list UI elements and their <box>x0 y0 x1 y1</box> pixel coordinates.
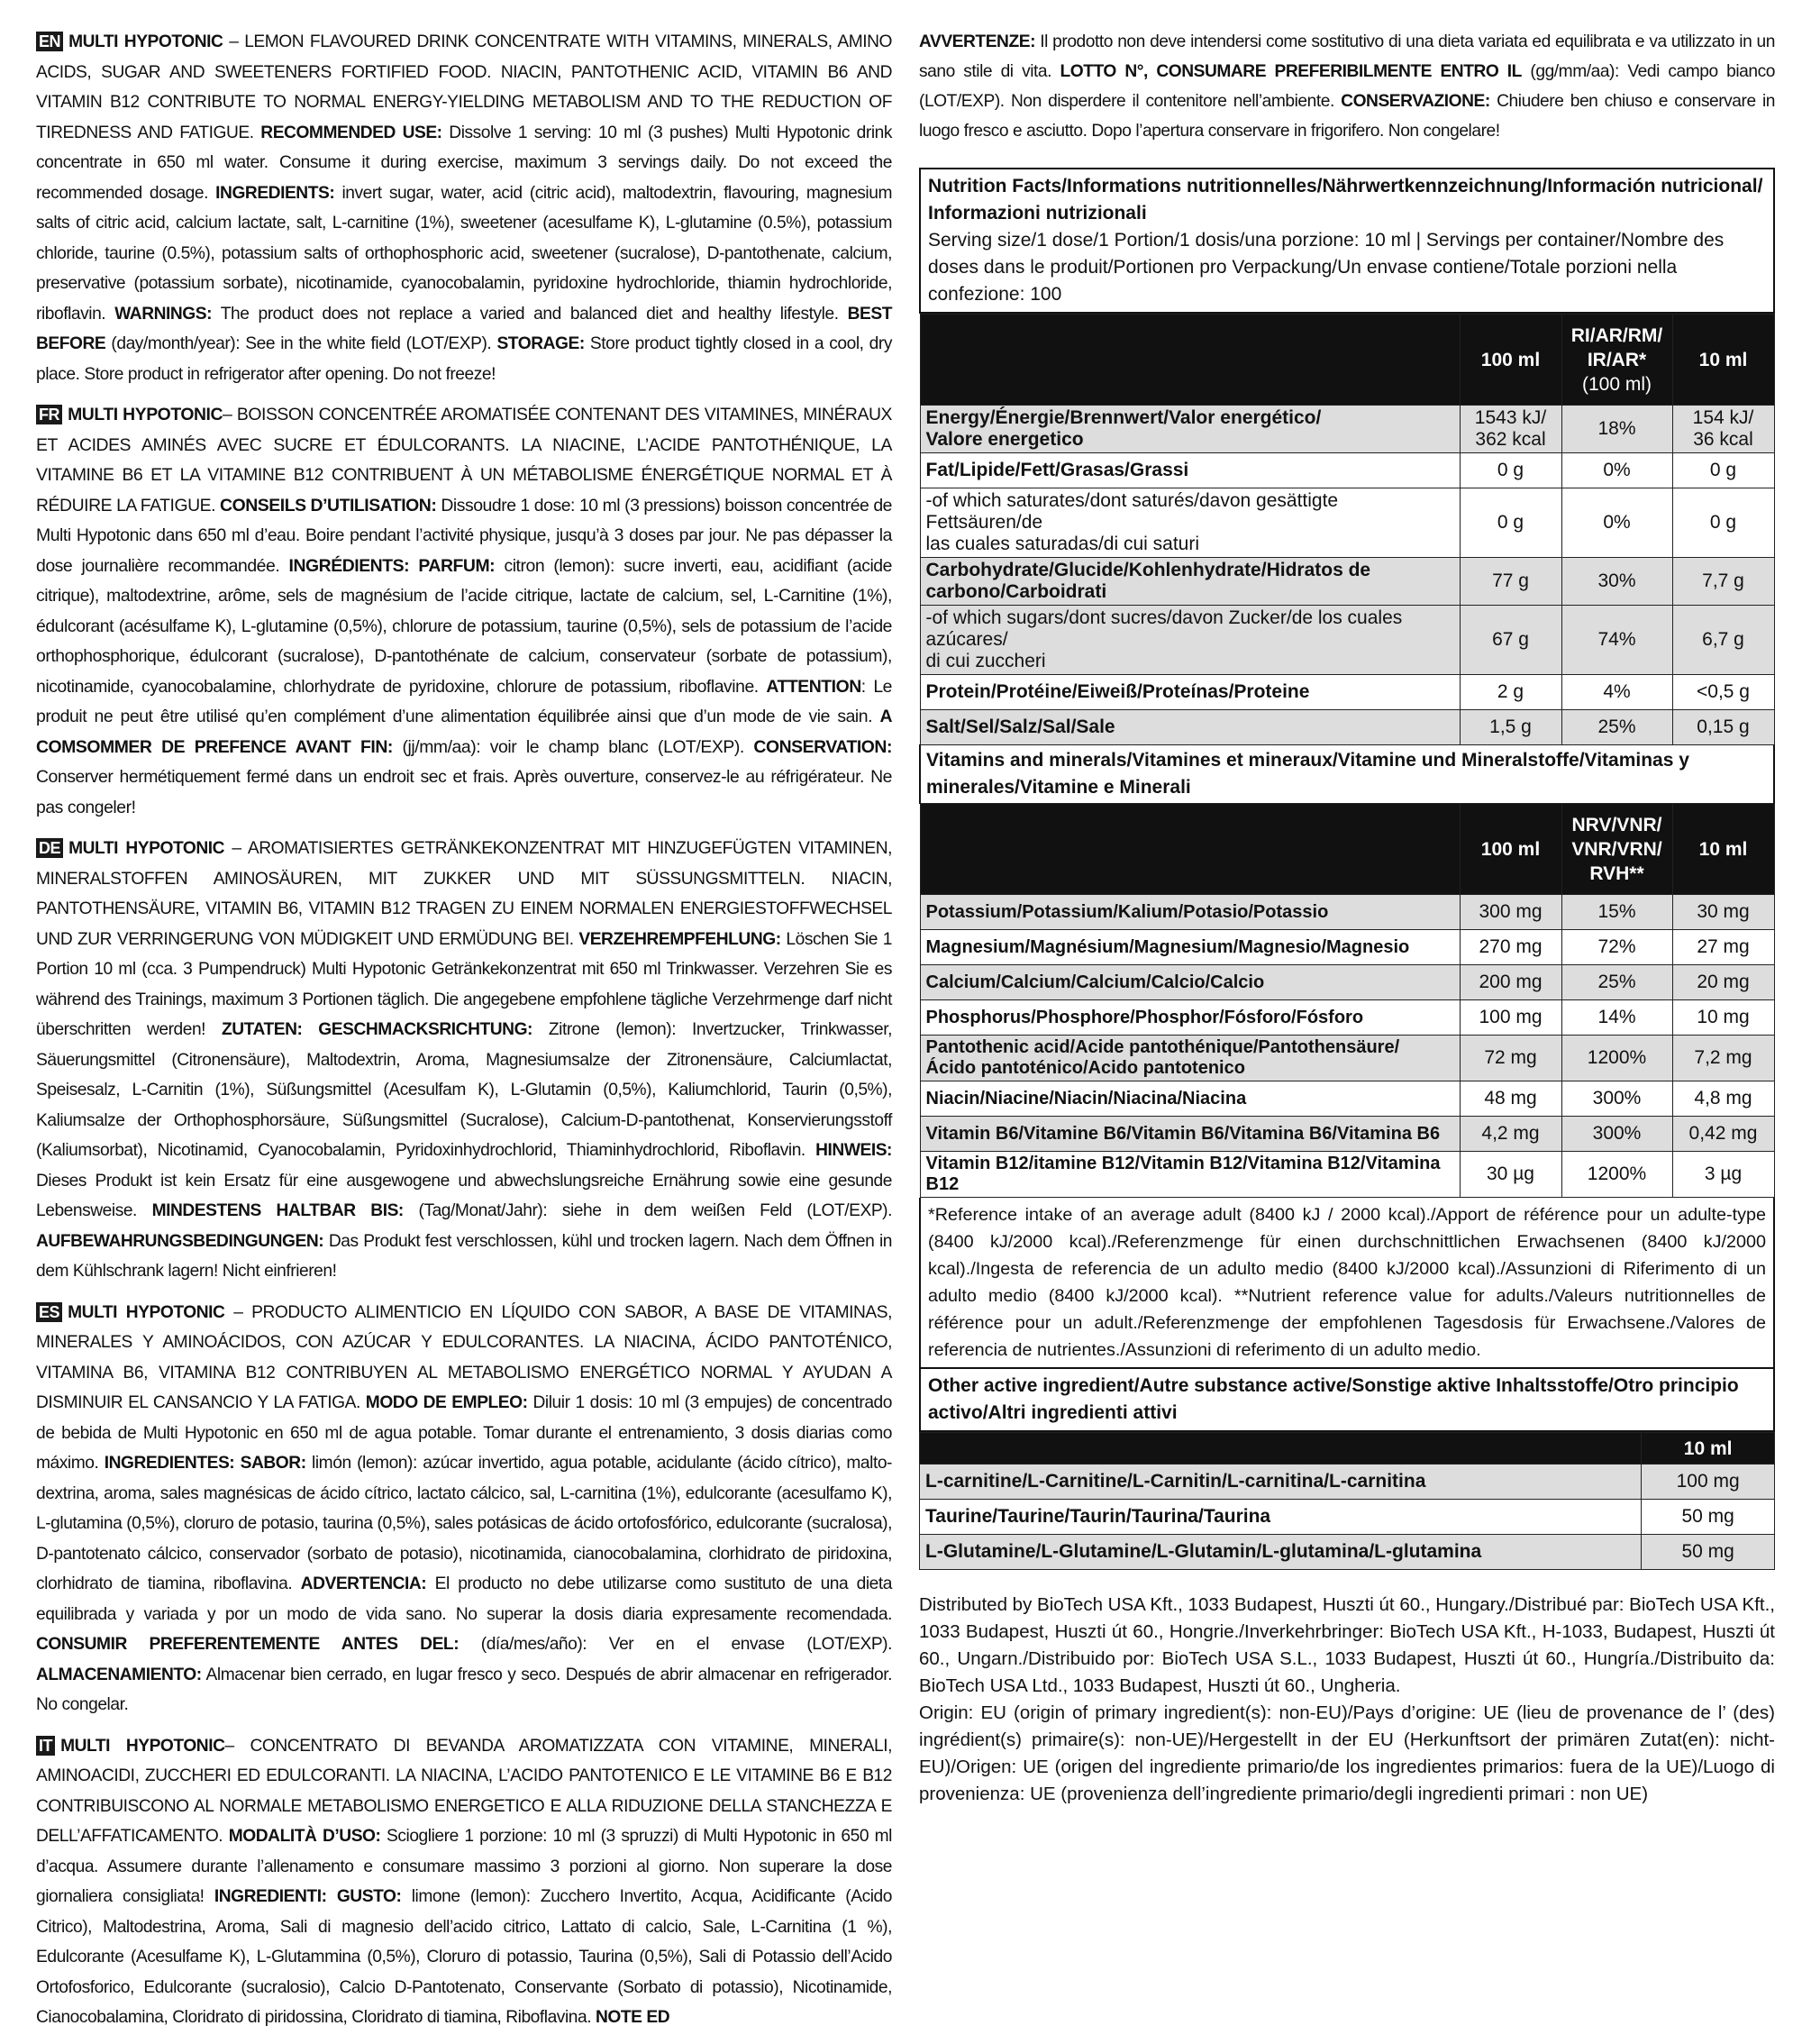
value-ri: 30% <box>1561 558 1672 606</box>
nutrient-label <box>920 558 1460 606</box>
warning-heading: ATTENTION <box>766 676 861 697</box>
use-text: Dissoudre 1 dose: 10 ml (3 pressions) boisson concentrée de Multi Hypotonic dans 650 ml d’eau. Boire pendant l’activité physique, jusqu’à 3 doses par jour. Ne pas dépasser la dose journalière recommandée. <box>36 495 892 576</box>
best-before-heading: MINDESTENS HALTBAR BIS: <box>151 1201 404 1220</box>
vitamin-nrv: 72% <box>1561 930 1672 965</box>
section-it <box>36 1731 892 2033</box>
value-ri: 25% <box>1561 710 1672 745</box>
warning-text: The product does not replace a varied and balanced diet and healthy lifestyle. <box>212 304 848 324</box>
ingredients-heading: INGREDIENTS: <box>215 183 335 203</box>
distributed-by: Distributed by BioTech USA Kft., 1033 Budapest, Huszti út 60., Hungary./Distribué par: BioTech USA Kft., 1033 Budapest, Huszti út 60., Hongrie./Inverkehrbringer: BioTech USA Kft., H-1033, Budapest, Huszti út 60., Ungarn./Distribuido por: BioTech USA S.L., 1033 Budapest, Huszti út 60., Hungría./Distribuito da: BioTech USA Ltd., 1033 Budapest, Huszti út 60., Ungheria. <box>919 1594 1775 1696</box>
value-10ml-line1: <0,5 g <box>1697 681 1750 702</box>
vitamin-label <box>920 1081 1460 1117</box>
nutrient-label-line1: Carbohydrate/Glucide/Kohlenhydrate/Hidratos de <box>925 560 1371 580</box>
language-badge: FR <box>36 405 62 424</box>
distributor-info <box>919 1592 1775 1808</box>
storage-heading: ALMACENAMIENTO: <box>36 1665 202 1684</box>
vitamin-10ml: 27 mg <box>1672 930 1774 965</box>
product-claim: – BOISSON CONCENTRÉE AROMATISÉE CONTENANT DES VITAMINES, MINÉRAUX ET ACIDES AMINÉS AVEC SUCRE ET ÉDULCORANTS. LA NIACINE, L’ACIDE PANTOTHÉNIQUE, LA VITAMINE B6 ET LA VITAMINE B12 CONTRIBUENT À UN MÉTABOLISME ÉNERGÉTIQUE NORMAL ET À RÉDUIRE LA FATIGUE. <box>36 405 893 516</box>
value-10ml <box>1672 675 1774 710</box>
nutrient-label-line1: -of which saturates/dont saturés/davon gesättigte Fettsäuren/de <box>925 490 1339 533</box>
value-10ml-line1: 0,15 g <box>1697 716 1750 737</box>
value-100ml <box>1460 453 1561 488</box>
value-100ml <box>1460 558 1561 606</box>
best-before-text: (jj/mm/aa): voir le champ blanc (LOT/EXP). <box>392 736 754 757</box>
nutrient-row <box>920 606 1774 675</box>
vitamin-nrv: 1200% <box>1561 1152 1672 1198</box>
value-100ml <box>1460 488 1561 558</box>
vitamin-100ml: 100 mg <box>1460 1000 1561 1036</box>
nutrient-label-line2: Valore energetico <box>925 429 1084 450</box>
product-claim: – CONCENTRATO DI BEVANDA AROMATIZZATA CON VITAMINE, MINERALI, AMINOACIDI, ZUCCHERI ED EDULCORANTI. LA NIACINA, L’ACIDO PANTOTENICO E LE VITAMINE B6 E B12 CONTRIBUISCONO AL NORMALE METABOLISMO ENERGETICO E ALLA RIDUZIONE DELLA STANCHEZZA E DELL’AFFATICAMENTO. <box>36 1736 892 1846</box>
value-100ml-line1: 0 g <box>1497 460 1524 480</box>
other-ingredients-header <box>919 1369 1775 1432</box>
ingredients-text: Zitrone (lemon): Invertzucker, Trinkwasser, Säuerungsmittel (Citronensäure), Maltodextrin, Aroma, Magnesiumsalze der Zitronensäure, Calciumlactat, Speisesalz, L-Carnitin (1%), Süßungsmittel (Acesulfam K), L-Glutamin (0,5%), Kaliumchlorid, Taurin (0,5%), Kaliumsalze der Orthophosphorsäure, Süßungsmittel (Sucralose), Calcium-D-pantothenat, Konservierungsstoff (Kaliumsorbat), Nicotinamid, Cyanocobalamin, Pyridoxinhydrochlorid, Thiaminhydrochlorid, Riboflavin. <box>36 1020 892 1160</box>
vitamin-row <box>920 1036 1774 1081</box>
vitamin-row <box>920 1081 1774 1117</box>
language-badge: IT <box>36 1736 55 1756</box>
use-heading: VERZEHREMPFEHLUNG: <box>578 929 781 949</box>
storage-text: Conserver hermétiquement fermé dans un endroit sec et frais. Après ouverture, conservez-le au réfrigérateur. Ne pas congeler! <box>36 767 892 817</box>
nutrient-label <box>920 606 1460 675</box>
vitamin-100ml: 200 mg <box>1460 965 1561 1000</box>
nutrition-title: Nutrition Facts/Informations nutritionnelles/Nährwertkennzeichnung/Información nutricional/ Informazioni nutrizionali <box>928 176 1763 224</box>
nutrient-row <box>920 710 1774 745</box>
vitamin-row <box>920 930 1774 965</box>
col-ri-line3: (100 ml) <box>1581 373 1652 395</box>
vitamin-nrv: 25% <box>1561 965 1672 1000</box>
best-before-text: (día/mes/año): Ver en el envase (LOT/EXP). <box>459 1635 892 1654</box>
language-badge: DE <box>36 838 63 858</box>
value-10ml-line1: 0 g <box>1709 460 1737 480</box>
value-ri: 0% <box>1561 488 1672 558</box>
value-10ml-line2: 36 kcal <box>1693 429 1753 450</box>
vcol-100ml: 100 ml <box>1460 804 1561 895</box>
other-ingredient-value: 100 mg <box>1642 1465 1775 1500</box>
serving-info: Serving size/1 dose/1 Portion/1 dosis/una porzione: 10 ml | Servings per container/Nombre des doses dans le produit/Portionen pro Verpackung/Un envase contiene/Totale porzioni nella confezione: 100 <box>928 230 1725 305</box>
other-ingredient-row <box>920 1500 1775 1535</box>
value-100ml-line1: 0 g <box>1497 512 1524 533</box>
product-title: MULTI HYPOTONIC <box>60 1736 225 1756</box>
other-ingredient-label: L-carnitine/L-Carnitine/L-Carnitin/L-carnitina/L-carnitina <box>920 1465 1642 1500</box>
vitamin-label-line1: Vitamin B6/Vitamine B6/Vitamin B6/Vitamina B6/Vitamina B6 <box>925 1123 1441 1144</box>
vitamin-label <box>920 930 1460 965</box>
best-before-heading: LOTTO N°, CONSUMARE PREFERIBILMENTE ENTRO IL <box>1060 62 1522 81</box>
other-col-10ml: 10 ml <box>1642 1433 1775 1465</box>
vitamin-row <box>920 895 1774 930</box>
nutrient-label <box>920 406 1460 453</box>
value-10ml <box>1672 558 1774 606</box>
use-heading: MODALITÀ D’USO: <box>228 1827 381 1846</box>
other-ingredient-row <box>920 1465 1775 1500</box>
nutrient-label-line2: las cuales saturadas/di cui saturi <box>925 534 1199 554</box>
vitamin-10ml: 30 mg <box>1672 895 1774 930</box>
vitamin-10ml: 0,42 mg <box>1672 1117 1774 1152</box>
vitamin-row <box>920 1152 1774 1198</box>
use-heading: MODO DE EMPLEO: <box>365 1393 528 1412</box>
other-ingredient-label: L-Glutamine/L-Glutamine/L-Glutamin/L-glutamina/L-glutamina <box>920 1535 1642 1570</box>
vitamin-label <box>920 895 1460 930</box>
col-10ml: 10 ml <box>1672 315 1774 406</box>
value-100ml-line1: 2 g <box>1497 681 1524 702</box>
value-10ml-line1: 7,7 g <box>1702 570 1744 591</box>
nutrition-facts-panel <box>919 168 1775 1570</box>
col-100ml: 100 ml <box>1460 315 1561 406</box>
col-ri <box>1561 315 1672 406</box>
vitamin-label-line1: Pantothenic acid/Acide pantothénique/Pantothensäure/ <box>925 1037 1400 1057</box>
vitamin-row <box>920 1000 1774 1036</box>
storage-text: Das Produkt fest verschlossen, kühl und trocken lagern. Nach dem Öffnen in dem Kühlschrank lagern! Nicht einfrieren! <box>36 1231 892 1281</box>
nutrient-label <box>920 453 1460 488</box>
right-column <box>919 27 1775 1808</box>
vitamin-label <box>920 1000 1460 1036</box>
vitamin-100ml: 72 mg <box>1460 1036 1561 1081</box>
best-before-text: (day/month/year): See in the white field (LOT/EXP). <box>105 334 497 353</box>
best-before-heading: CONSUMIR PREFERENTEMENTE ANTES DEL: <box>36 1635 460 1654</box>
use-text: Dissolve 1 serving: 10 ml (3 pushes) Multi Hypotonic drink concentrate in 650 ml water. Consume it during exercise, maximum 3 servings daily. Do not exceed the recommended dosage. <box>36 123 892 203</box>
ingredients-heading: ZUTATEN: GESCHMACKSRICHTUNG: <box>221 1020 532 1039</box>
ingredients-text: citron (lemon): sucre inverti, eau, acidifiant (acide citrique), maltodextrine, arôme, sels de magnésium de l’acide citrique, lactate de calcium, sel, L-Carnitine (1%), édulcorant (acésulfame K), L-glutamine (0,5%), chlorure de potassium, taurine (0,5%), sels de potassium de l’acide orthophosphorique, édulcorant (sucralose), D-pantothénate de calcium, conservateur (sorbate de potassium), nicotinamide, cyanocobalamine, chlorhydrate de pyridoxine, chlorure de potassium, riboflavine. <box>36 555 892 697</box>
storage-heading: CONSERVAZIONE: <box>1341 92 1490 111</box>
nutrient-row <box>920 675 1774 710</box>
vitamin-10ml: 7,2 mg <box>1672 1036 1774 1081</box>
value-ri: 74% <box>1561 606 1672 675</box>
vitamin-100ml: 30 µg <box>1460 1152 1561 1198</box>
vitamin-label <box>920 965 1460 1000</box>
vitamin-10ml: 3 µg <box>1672 1152 1774 1198</box>
section-en <box>36 27 892 389</box>
vcol-nrv-line2: VNR/VRN/ <box>1571 838 1662 860</box>
vcol-nrv-line3: RVH** <box>1589 862 1644 884</box>
col-ri-line2: IR/AR* <box>1587 349 1647 370</box>
value-100ml <box>1460 606 1561 675</box>
nutrient-label-line1: Energy/Énergie/Brennwert/Valor energético/ <box>925 407 1322 428</box>
vitamin-label-line1: Potassium/Potassium/Kalium/Potasio/Potassio <box>925 901 1329 922</box>
ingredients-text: limón (lemon): azúcar invertido, agua potable, acidulante (ácido cítrico), malto- dextrina, aroma, sales magnésicas de ácido cítrico, lactato cálcico, sal, L-carnitina (1%), edulcorante (acesulfamo K), L-glutamina (0,5%), cloruro de potasio, taurina (0,5%), sales potásicas de ácido ortofosfórico, edulcorante (sucralosa), D-pantotenato cálcico, conservador (sorbato de potasio), nicotinamida, cianocobalamina, clorhidrato de piridoxina, clorhidrato de tiamina, riboflavina. <box>36 1454 892 1593</box>
value-100ml <box>1460 406 1561 453</box>
value-100ml <box>1460 675 1561 710</box>
language-badge: ES <box>36 1302 62 1322</box>
vitamin-label-line1: Vitamin B12/itamine B12/Vitamin B12/Vitamina B12/Vitamina B12 <box>925 1154 1441 1194</box>
reference-footnote: *Reference intake of an average adult (8400 kJ / 2000 kcal)./Apport de référence pour un adulte-type (8400 kJ/2000 kcal)./Referenzmenge für einen durchschnittlichen Erwachsenen (8400 kJ/2000 kcal)./Ingesta de referencia de un adulto medio (8400 kJ/2000 kcal)./Assunzioni di Riferimento di un adulto medio (8400 kJ/2000 kcal). **Nutrient reference value for adults./Valeurs nutritionnelles de référence pour un adult./Referenzmenge der empfohlenen Tagesdosis für Erwachsene./Valores de referencia de nutrientes./Assunzioni di referimento di un adulto medio. <box>919 1198 1775 1369</box>
storage-text: Store product tightly closed in a cool, dry place. Store product in refrigerator after opening. Do not freeze! <box>36 334 892 384</box>
value-100ml-line1: 1543 kJ/ <box>1474 407 1547 428</box>
value-10ml <box>1672 710 1774 745</box>
vcol-nrv-line1: NRV/VNR/ <box>1571 814 1662 835</box>
nutrient-row <box>920 406 1774 453</box>
other-ingredient-label: Taurine/Taurine/Taurin/Taurina/Taurina <box>920 1500 1642 1535</box>
nutrition-table <box>919 314 1775 1198</box>
storage-heading: STORAGE: <box>496 334 585 353</box>
section-es <box>36 1298 892 1720</box>
value-10ml <box>1672 406 1774 453</box>
value-10ml <box>1672 606 1774 675</box>
value-ri: 4% <box>1561 675 1672 710</box>
warning-text: : Le produit ne peut être utilisé qu’en complément d’une alimentation équilibrée ainsi que d’un mode de vie sain. <box>36 676 892 726</box>
vitamin-100ml: 270 mg <box>1460 930 1561 965</box>
vitamin-10ml: 10 mg <box>1672 1000 1774 1036</box>
other-ingredient-row <box>920 1535 1775 1570</box>
value-100ml-line1: 67 g <box>1492 629 1529 650</box>
value-10ml-line1: 6,7 g <box>1702 629 1744 650</box>
section-de <box>36 834 892 1287</box>
other-ingredient-value: 50 mg <box>1642 1500 1775 1535</box>
warning-heading: AVVERTENZE: <box>919 32 1036 51</box>
storage-text: Chiudere ben chiuso e conservare in luogo fresco e asciutto. Dopo l’apertura conservare in frigorifero. Non congelare! <box>919 92 1776 141</box>
nutrient-row <box>920 558 1774 606</box>
value-100ml-line1: 77 g <box>1492 570 1529 591</box>
vitamin-label-line2: Ácido pantoténico/Acido pantotenico <box>925 1058 1245 1078</box>
vitamin-label <box>920 1036 1460 1081</box>
ingredients-heading: INGREDIENTI: GUSTO: <box>214 1887 402 1906</box>
use-heading: RECOMMENDED USE: <box>260 123 442 142</box>
storage-heading: CONSERVATION: <box>753 736 892 757</box>
warning-heading: WARNINGS: <box>114 304 213 324</box>
value-ri: 0% <box>1561 453 1672 488</box>
ingredients-heading: INGREDIENTES: SABOR: <box>104 1454 306 1473</box>
other-ingredient-value: 50 mg <box>1642 1535 1775 1570</box>
product-claim: – PRODUCTO ALIMENTICIO EN LÍQUIDO CON SABOR, A BASE DE VITAMINAS, MINERALES Y AMINOÁCIDOS, CON AZÚCAR Y EDULCORANTES. LA NIACINA, ÁCIDO PANTOTÉNICO, VITAMINA B6, VITAMINA B12 CONTRIBUYEN AL METABOLISMO ENERGÉTICO NORMAL Y AYUDAN A DISMINUIR EL CANSANCIO Y LA FATIGA. <box>36 1302 892 1412</box>
vitamin-nrv: 300% <box>1561 1081 1672 1117</box>
vcol-nrv <box>1561 804 1672 895</box>
product-title: MULTI HYPOTONIC <box>68 1302 225 1322</box>
product-claim: – LEMON FLAVOURED DRINK CONCENTRATE WITH VITAMINS, MINERALS, AMINO ACIDS, SUGAR AND SWEETENERS FORTIFIED FOOD. NIACIN, PANTOTHENIC ACID, VITAMIN B6 AND VITAMIN B12 CONTRIBUTE TO NORMAL ENERGY-YIELDING METABOLISM AND TO THE REDUCTION OF TIREDNESS AND FATIGUE. <box>36 32 892 142</box>
warning-heading: NOTE ED <box>595 2008 670 2027</box>
vitamin-nrv: 15% <box>1561 895 1672 930</box>
nutrient-label-line1: Protein/Protéine/Eiweiß/Proteínas/Proteine <box>925 681 1310 702</box>
value-100ml-line1: 1,5 g <box>1489 716 1532 737</box>
use-text: Sciogliere 1 porzione: 10 ml (3 spruzzi) di Multi Hypotonic in 650 ml d’acqua. Assumere durante l’allenamento e consumare massimo 3 porzioni al giorno. Non superare la dose giornaliera consigliata! <box>36 1827 892 1906</box>
vitamin-100ml: 4,2 mg <box>1460 1117 1561 1152</box>
value-100ml-line2: 362 kcal <box>1475 429 1546 450</box>
product-claim: – AROMATISIERTES GETRÄNKEKONZENTRAT MIT HINZUGEFÜGTEN VITAMINEN, MINERALSTOFFEN AMINOSÄUREN, MIT ZUKKER UND MIT SÜSSUNGSMITTELN. NIACIN, PANTOTHENSÄURE, VITAMIN B6, VITAMIN B12 TRAGEN ZU EINEM NORMALEN ENERGIESTOFFWECHSEL UND ZUR VERRINGERUNG VON MÜDIGKEIT UND ERMÜDUNG BEI. <box>36 839 892 949</box>
nutrient-row <box>920 488 1774 558</box>
nutrient-label-line1: -of which sugars/dont sucres/davon Zucker/de los cuales azúcares/ <box>925 607 1403 650</box>
nutrient-label <box>920 488 1460 558</box>
vitamin-label-line1: Calcium/Calcium/Calcium/Calcio/Calcio <box>925 972 1265 992</box>
vitamin-label-line1: Niacin/Niacine/Niacin/Niacina/Niacina <box>925 1088 1247 1109</box>
warning-heading: ADVERTENCIA: <box>300 1574 427 1593</box>
storage-text: Almacenar bien cerrado, en lugar fresco y seco. Después de abrir almacenar en refrigerador. No congelar. <box>36 1665 892 1714</box>
left-column <box>36 27 892 2044</box>
value-10ml <box>1672 488 1774 558</box>
nutrient-label-line1: Fat/Lipide/Fett/Grasas/Grassi <box>925 460 1189 480</box>
warning-text: Il prodotto non deve intendersi come sostitutivo di una dieta variata ed equilibrata e va utilizzato in un sano stile di vita. <box>919 32 1775 81</box>
vitamin-10ml: 4,8 mg <box>1672 1081 1774 1117</box>
ingredients-heading: INGRÉDIENTS: PARFUM: <box>288 555 496 576</box>
nutrient-label <box>920 710 1460 745</box>
use-text: Diluir 1 dosis: 10 ml (3 empujes) de concentrado de bebida de Multi Hypotonic en 650 ml de agua potable. Tomar durante el entrenamiento, 3 dosis diarias como máximo. <box>36 1393 892 1473</box>
nutrient-label-line1: Salt/Sel/Salz/Sal/Sale <box>925 716 1115 737</box>
nutrient-row <box>920 453 1774 488</box>
value-100ml <box>1460 710 1561 745</box>
section-it-continued <box>919 27 1775 146</box>
best-before-text: (Tag/Monat/Jahr): siehe in dem weißen Feld (LOT/EXP). <box>403 1201 892 1220</box>
vitamin-label-line1: Phosphorus/Phosphore/Phosphor/Fósforo/Fósforo <box>925 1007 1364 1027</box>
warning-text: Dieses Produkt ist kein Ersatz für eine ausgewogene und abwechslungsreiche Ernährung sowie eine gesunde Lebensweise. <box>36 1171 892 1220</box>
section-fr <box>36 400 892 823</box>
nutrient-label-line2: carbono/Carboidrati <box>925 581 1107 602</box>
vitamin-row <box>920 965 1774 1000</box>
vitamin-label <box>920 1117 1460 1152</box>
vitamin-100ml: 48 mg <box>1460 1081 1561 1117</box>
product-title: MULTI HYPOTONIC <box>68 839 225 858</box>
use-heading: CONSEILS D’UTILISATION: <box>220 495 437 516</box>
ingredients-text: invert sugar, water, acid (citric acid), maltodextrin, flavouring, magnesium salts of citric acid, calcium lactate, salt, L-carnitine (1%), sweetener (acesulfame K), L-glutamine (0.5%), potassium chloride, taurine (0.5%), potassium salts of orthophosphoric acid, sweetener (sucralose), D-pantothenate, calcium, preservative (potassium sorbate), nicotinamide, cyanocobalamin, pyridoxine hydrochloride, thiamin hydrochloride, riboflavin. <box>36 183 892 324</box>
other-ingredients-title: Other active ingredient/Autre substance active/Sonstige aktive Inhaltsstoffe/Otro principio activo/Altri ingredienti attivi <box>928 1375 1739 1423</box>
vitamin-100ml: 300 mg <box>1460 895 1561 930</box>
language-badge: EN <box>36 32 63 51</box>
other-ingredients-table <box>919 1432 1775 1570</box>
origin: Origin: EU (origin of primary ingredient(s): non-EU)/Pays d’origine: UE (lieu de provenance de l’ (des) ingrédient(s) primaire(s): non-UE)/Hergestellt in der EU (Herkunftsort der primären Zutat(en): nicht-EU)/Origen: UE (origen del ingrediente primario/de los ingredientes primarios: fuera de la UE)/Luogo di provenienza: UE (provenienza dell’ingrediente primario/degli ingredienti primari : non UE) <box>919 1702 1775 1804</box>
best-before-text: (gg/mm/aa): Vedi campo bianco (LOT/EXP). Non disperdere il contenitore nell’ambiente. <box>919 62 1775 111</box>
nutrient-label-line2: di cui zuccheri <box>925 651 1046 671</box>
warning-text: El producto no debe utilizarse como sustituto de una dieta equilibrada y variada y por un modo de vida sano. No superar la dosis diaria expresamente recomendada. <box>36 1574 892 1624</box>
vcol-10ml: 10 ml <box>1672 804 1774 895</box>
vitamin-10ml: 20 mg <box>1672 965 1774 1000</box>
warning-heading: HINWEIS: <box>815 1141 892 1160</box>
ingredients-text: limone (lemon): Zucchero Invertito, Acqua, Acidificante (Acido Citrico), Maltodestrina, Aroma, Sali di magnesio dell’acido citrico, Lattato di calcio, Sale, L-Carnitina (1 %), Edulcorante (Acesulfame K), L-Glutammina (0,5%), Cloruro di potassio, Taurina (0,5%), Sali di Potassio dell’Acido Ortofosforico, Edulcorante (sucralosio), Calcio D-Pantotenato, Conservante (Sorbato di potassio), Nicotinamide, Cianocobalamina, Cloridrato di piridossina, Cloridrato di tiamina, Riboflavina. <box>36 1887 892 2027</box>
best-before-heading: BEST BEFORE <box>36 304 892 353</box>
best-before-heading: A COMSOMMER DE PREFENCE AVANT FIN: <box>36 707 892 757</box>
vitamin-row <box>920 1117 1774 1152</box>
vitamins-title: Vitamins and minerals/Vitamines et mineraux/Vitamine und Mineralstoffe/Vitaminas y minerales/Vitamine e Minerali <box>920 745 1774 804</box>
value-ri: 18% <box>1561 406 1672 453</box>
product-title: MULTI HYPOTONIC <box>68 405 223 424</box>
value-10ml-line1: 154 kJ/ <box>1692 407 1754 428</box>
nutrient-label <box>920 675 1460 710</box>
vitamin-nrv: 1200% <box>1561 1036 1672 1081</box>
use-text: Löschen Sie 1 Portion 10 ml (cca. 3 Pumpendruck) Multi Hypotonic Getränkekonzentrat mit 650 ml Trinkwasser. Verzehren Sie es während des Trainings, maximum 3 Portionen täglich. Die angegebene empfohlene tägliche Verzehrmenge darf nicht überschritten werden! <box>36 929 892 1039</box>
value-10ml-line1: 0 g <box>1709 512 1737 533</box>
vitamin-nrv: 14% <box>1561 1000 1672 1036</box>
value-10ml <box>1672 453 1774 488</box>
vitamin-nrv: 300% <box>1561 1117 1672 1152</box>
product-title: MULTI HYPOTONIC <box>68 32 223 51</box>
vitamin-label <box>920 1152 1460 1198</box>
nutrition-header <box>919 168 1775 314</box>
storage-heading: AUFBEWAHRUNGSBEDINGUNGEN: <box>36 1231 324 1251</box>
col-ri-line1: RI/AR/RM/ <box>1570 324 1663 346</box>
vitamin-label-line1: Magnesium/Magnésium/Magnesium/Magnesio/Magnesio <box>925 936 1410 957</box>
